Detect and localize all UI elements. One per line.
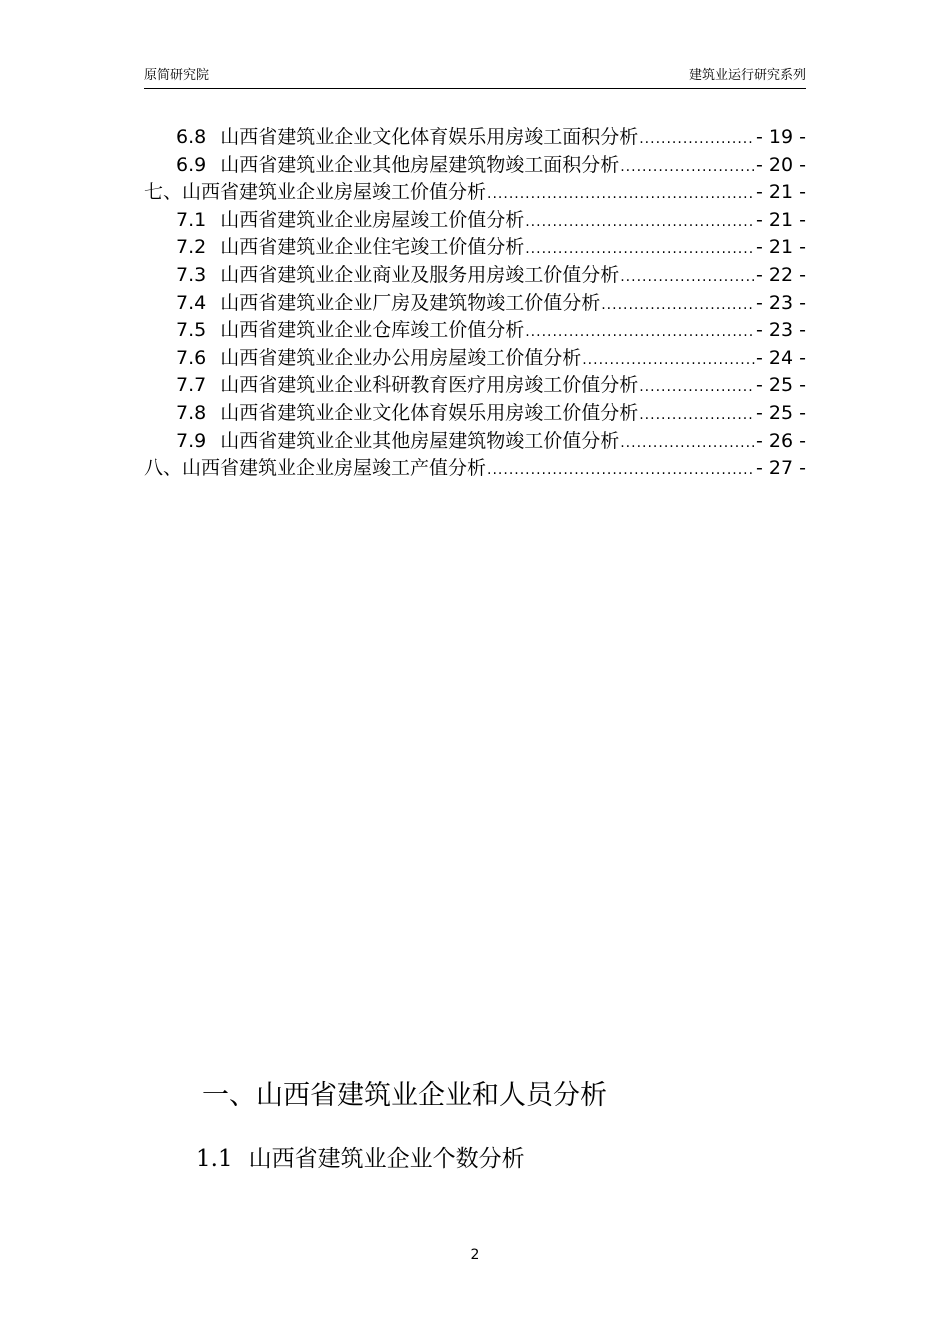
subsection-heading <box>196 1142 525 1176</box>
toc-entry[interactable] <box>144 234 806 262</box>
toc-entry-number: 7.5 <box>176 319 207 342</box>
toc-entry-title: 山西省建筑业企业文化体育娱乐用房竣工价值分析 <box>220 401 639 424</box>
toc-entry[interactable] <box>144 345 806 373</box>
toc-entry-page: - 20 - <box>756 153 806 176</box>
header-org-name: 原简研究院 <box>144 68 210 83</box>
toc-entry[interactable] <box>144 124 806 152</box>
toc-entry-title: 山西省建筑业企业其他房屋建筑物竣工价值分析 <box>220 429 620 452</box>
toc-entry-title: 山西省建筑业企业其他房屋建筑物竣工面积分析 <box>220 153 620 176</box>
toc-dot-leader <box>620 154 755 182</box>
toc-entry-number: 7.6 <box>176 346 207 369</box>
toc-entry-title: 山西省建筑业企业文化体育娱乐用房竣工面积分析 <box>220 126 639 148</box>
toc-dot-leader <box>487 457 755 485</box>
toc-entry-title: 山西省建筑业企业住宅竣工价值分析 <box>220 236 525 259</box>
toc-entry-number: 7.1 <box>176 208 207 231</box>
toc-dot-leader <box>639 402 755 430</box>
toc-dot-leader <box>487 181 755 209</box>
toc-entry-page: - 25 - <box>756 401 806 424</box>
toc-entry-title: 七、山西省建筑业企业房屋竣工价值分析 <box>144 181 487 204</box>
toc-entry-number: 7.8 <box>176 401 207 424</box>
toc-dot-leader <box>525 236 755 264</box>
toc-entry-number: 7.9 <box>176 429 207 452</box>
toc-entry-title: 山西省建筑业企业商业及服务用房竣工价值分析 <box>220 263 620 286</box>
toc-entry-title: 山西省建筑业企业房屋竣工价值分析 <box>220 208 525 231</box>
toc-dot-leader <box>620 430 755 458</box>
toc-entry-page: - 27 - <box>756 457 806 480</box>
toc-entry[interactable] <box>144 372 806 400</box>
subsection-title: 山西省建筑业企业个数分析 <box>248 1146 525 1172</box>
subsection-number: 1.1 <box>196 1146 233 1172</box>
toc-entry-page: - 22 - <box>756 263 806 286</box>
toc-entry[interactable] <box>144 207 806 235</box>
toc-entry-page: - 25 - <box>756 374 806 397</box>
toc-entry-page: - 19 - <box>756 126 806 148</box>
toc-entry-page: - 23 - <box>756 319 806 342</box>
toc-dot-leader <box>620 264 755 292</box>
toc-entry-number: 7.4 <box>176 291 207 314</box>
toc-entry-title: 山西省建筑业企业仓库竣工价值分析 <box>220 319 525 342</box>
toc-entry-page: - 21 - <box>756 236 806 259</box>
toc-dot-leader <box>601 292 755 320</box>
toc-entry-title: 八、山西省建筑业企业房屋竣工产值分析 <box>144 457 487 480</box>
toc-entry-number: 6.8 <box>176 126 207 148</box>
toc-entry-page: - 24 - <box>756 346 806 369</box>
toc-entry-number: 7.2 <box>176 236 207 259</box>
toc-entry-title: 山西省建筑业企业科研教育医疗用房竣工价值分析 <box>220 374 639 397</box>
toc-entry-page: - 23 - <box>756 291 806 314</box>
toc-entry-number: 6.9 <box>176 153 207 176</box>
toc-entry-number: 7.3 <box>176 263 207 286</box>
table-of-contents <box>144 124 806 483</box>
section-heading: 一、山西省建筑业企业和人员分析 <box>202 1080 607 1111</box>
header-series-name: 建筑业运行研究系列 <box>688 68 806 83</box>
page-header <box>144 68 806 89</box>
toc-entry-number: 7.7 <box>176 374 207 397</box>
toc-entry-page: - 21 - <box>756 181 806 204</box>
toc-dot-leader <box>582 347 755 375</box>
toc-dot-leader <box>525 319 755 347</box>
toc-entry[interactable] <box>144 290 806 318</box>
toc-entry-page: - 26 - <box>756 429 806 452</box>
toc-entry[interactable] <box>144 400 806 428</box>
page-number: 2 <box>470 1247 480 1263</box>
toc-dot-leader <box>639 374 755 402</box>
toc-entry[interactable] <box>144 455 806 483</box>
toc-entry[interactable] <box>144 262 806 290</box>
toc-dot-leader <box>639 126 755 154</box>
toc-entry-title: 山西省建筑业企业厂房及建筑物竣工价值分析 <box>220 291 601 314</box>
toc-entry-page: - 21 - <box>756 208 806 231</box>
toc-entry[interactable] <box>144 317 806 345</box>
toc-entry[interactable] <box>144 152 806 180</box>
toc-entry[interactable] <box>144 428 806 456</box>
toc-entry-title: 山西省建筑业企业办公用房屋竣工价值分析 <box>220 346 582 369</box>
toc-entry[interactable] <box>144 179 806 207</box>
toc-dot-leader <box>525 209 755 237</box>
